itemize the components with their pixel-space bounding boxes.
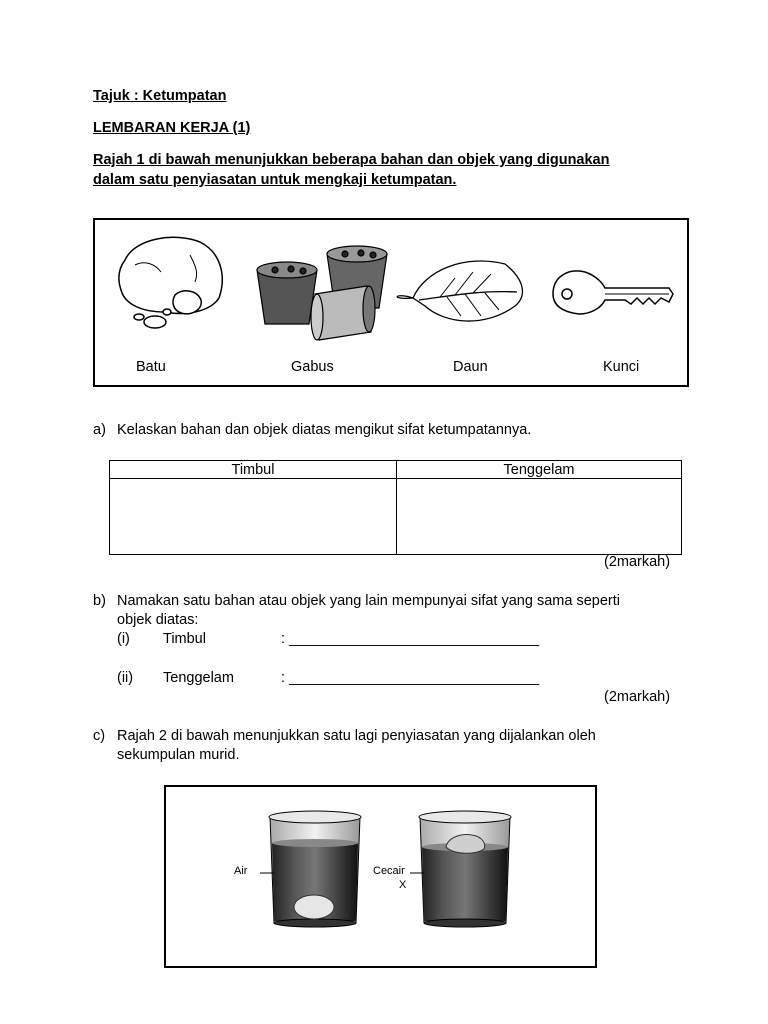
question-a-text: Kelaskan bahan dan objek diatas mengikut sifat ketumpatannya. bbox=[117, 422, 532, 438]
caption-daun: Daun bbox=[453, 359, 488, 375]
item-ii-label: Tenggelam bbox=[163, 670, 234, 686]
worksheet-title: LEMBARAN KERJA (1) bbox=[93, 120, 251, 136]
caption-batu: Batu bbox=[136, 359, 166, 375]
column-header-tenggelam: Tenggelam bbox=[397, 461, 682, 479]
figure-1-illustration bbox=[95, 220, 687, 385]
answer-line-tenggelam[interactable]: : _______________________________ bbox=[281, 670, 540, 686]
key-icon bbox=[553, 271, 673, 314]
question-c-line-2: sekumpulan murid. bbox=[117, 747, 240, 763]
rock-icon bbox=[119, 237, 222, 328]
caption-gabus: Gabus bbox=[291, 359, 334, 375]
question-b-line-1: Namakan satu bahan atau objek yang lain mempunyai sifat yang sama seperti bbox=[117, 593, 620, 609]
leaf-icon bbox=[397, 261, 522, 321]
marks-a: (2markah) bbox=[604, 554, 671, 570]
figure-2-frame bbox=[164, 785, 597, 968]
question-c-line-1: Rajah 2 di bawah menunjukkan satu lagi penyiasatan yang dijalankan oleh bbox=[117, 728, 596, 744]
beaker-liquid-x-icon bbox=[410, 811, 511, 927]
caption-kunci: Kunci bbox=[603, 359, 640, 375]
answer-line-timbul[interactable]: : _______________________________ bbox=[281, 631, 540, 647]
answer-cell-timbul[interactable] bbox=[110, 479, 397, 555]
label-cecair: Cecair bbox=[373, 865, 405, 877]
intro-line-2: dalam satu penyiasatan untuk mengkaji ketumpatan. bbox=[93, 172, 457, 188]
figure-1-frame bbox=[93, 218, 689, 387]
column-header-timbul: Timbul bbox=[110, 461, 397, 479]
label-air: Air bbox=[234, 865, 248, 877]
classification-table bbox=[109, 460, 682, 555]
cork-icon bbox=[257, 246, 387, 340]
question-a-letter: a) bbox=[93, 422, 106, 438]
question-b-line-2: objek diatas: bbox=[117, 612, 199, 628]
intro-line-1: Rajah 1 di bawah menunjukkan beberapa bahan dan objek yang digunakan bbox=[93, 152, 610, 168]
question-c-letter: c) bbox=[93, 728, 106, 744]
item-i-num: (i) bbox=[117, 631, 130, 647]
beaker-water-icon bbox=[260, 811, 361, 927]
item-ii-num: (ii) bbox=[117, 670, 134, 686]
question-b-letter: b) bbox=[93, 593, 106, 609]
label-x: X bbox=[399, 879, 407, 891]
topic-title: Tajuk : Ketumpatan bbox=[93, 88, 227, 104]
answer-cell-tenggelam[interactable] bbox=[397, 479, 682, 555]
item-i-label: Timbul bbox=[163, 631, 206, 647]
marks-b: (2markah) bbox=[604, 689, 671, 705]
